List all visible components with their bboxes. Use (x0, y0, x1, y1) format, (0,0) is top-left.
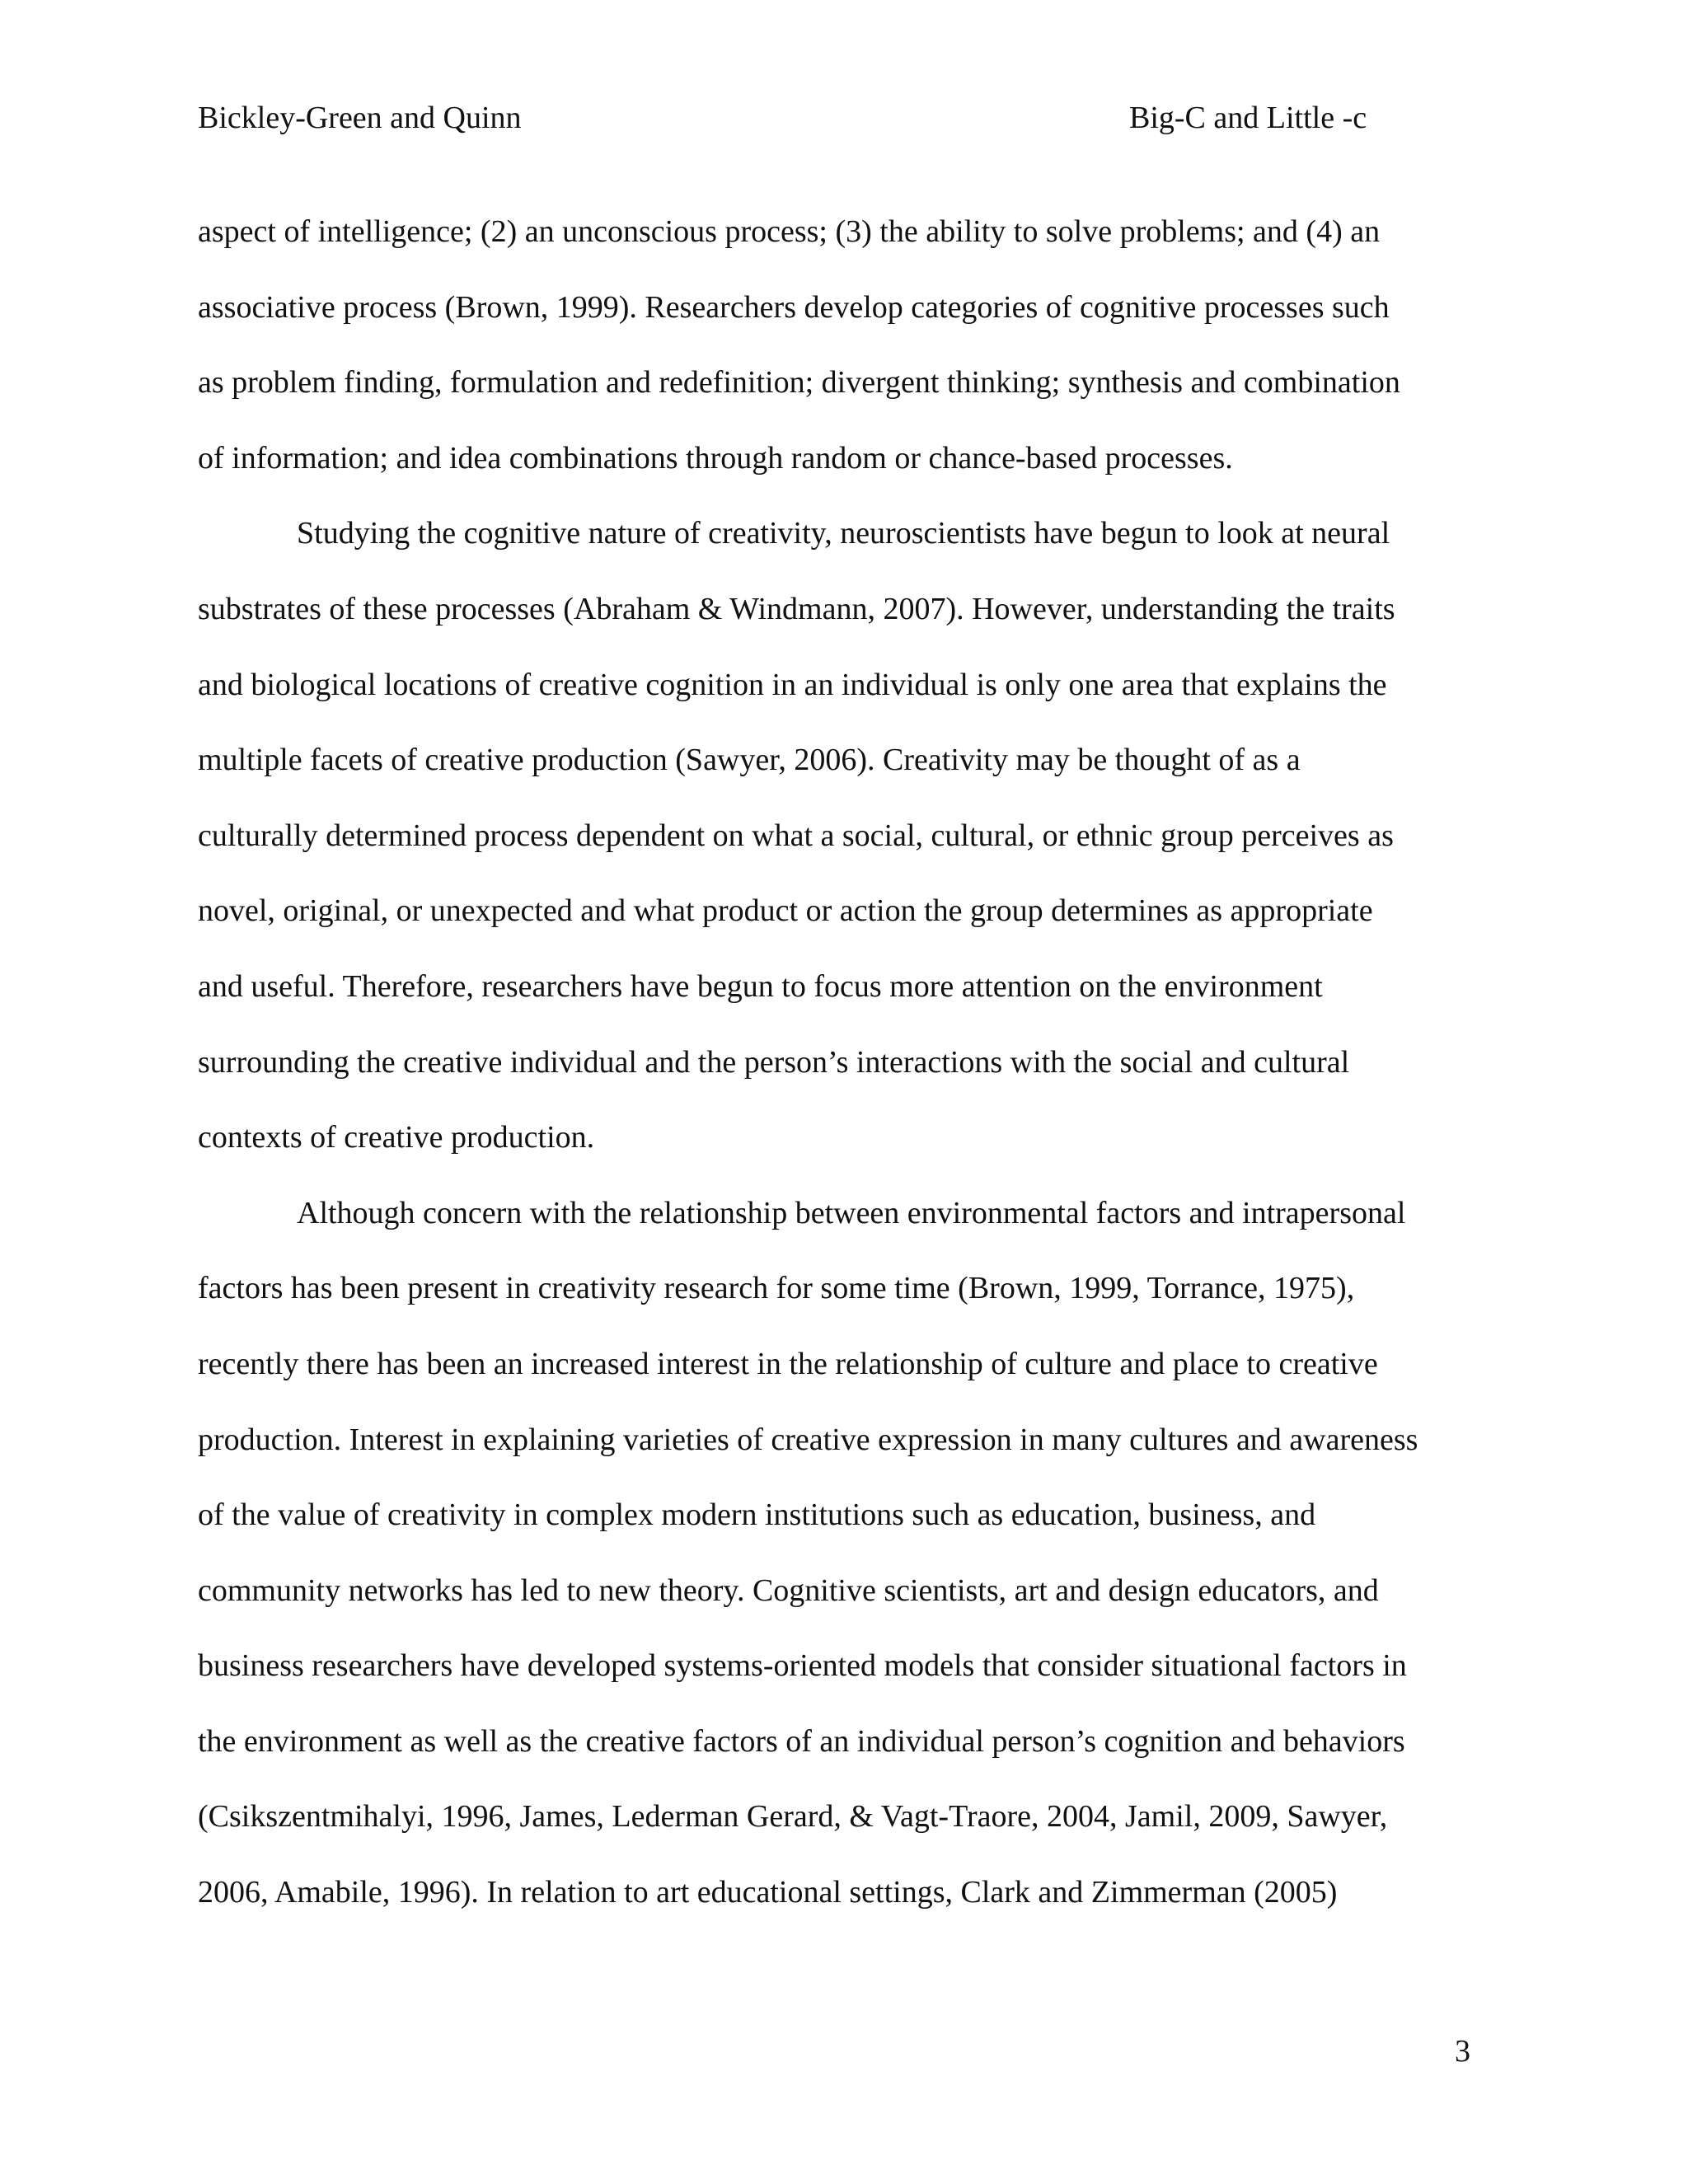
header-authors: Bickley-Green and Quinn (198, 101, 522, 135)
text-line: recently there has been an increased interest in the relationship of culture and place to creative (198, 1346, 1378, 1381)
text-line: as problem finding, formulation and redefinition; divergent thinking; synthesis and combination (198, 365, 1400, 401)
text-line: the environment as well as the creative factors of an individual person’s cognition and behaviors (198, 1723, 1405, 1759)
text-line: (Csikszentmihalyi, 1996, James, Lederman Gerard, & Vagt-Traore, 2004, Jamil, 2009, Sawyer, (198, 1799, 1388, 1835)
paragraph-3 (198, 1176, 1484, 1931)
text-line: of information; and idea combinations through random or chance-based processes. (198, 440, 1233, 476)
text-line: Although concern with the relationship between environmental factors and intrapersonal (297, 1195, 1406, 1230)
text-line: substrates of these processes (Abraham & Windmann, 2007). However, understanding the traits (198, 591, 1395, 626)
body-text (198, 194, 1484, 1931)
text-line: Studying the cognitive nature of creativity, neuroscientists have begun to look at neural (297, 516, 1390, 551)
page-number: 3 (1455, 2034, 1470, 2069)
text-line: production. Interest in explaining varieties of creative expression in many cultures and awareness (198, 1422, 1418, 1457)
text-line: multiple facets of creative production (Sawyer, 2006). Creativity may be thought of as a (198, 743, 1301, 778)
text-line: and useful. Therefore, researchers have begun to focus more attention on the environment (198, 968, 1323, 1004)
text-line: community networks has led to new theory. Cognitive scientists, art and design educators, and (198, 1572, 1379, 1608)
text-line: surrounding the creative individual and the person’s interactions with the social and cultural (198, 1044, 1350, 1080)
text-line: and biological locations of creative cognition in an individual is only one area that explains the (198, 667, 1387, 702)
text-line: business researchers have developed systems-oriented models that consider situational factors in (198, 1648, 1407, 1684)
text-line: 2006, Amabile, 1996). In relation to art educational settings, Clark and Zimmerman (2005) (198, 1875, 1338, 1910)
text-line: culturally determined process dependent on what a social, cultural, or ethnic group perceives as (198, 818, 1394, 853)
text-line: associative process (Brown, 1999). Researchers develop categories of cognitive processes such (198, 289, 1390, 325)
text-line: novel, original, or unexpected and what product or action the group determines as appropriate (198, 893, 1373, 929)
text-line: aspect of intelligence; (2) an unconscious process; (3) the ability to solve problems; and (4) an (198, 214, 1381, 249)
paragraph-2 (198, 496, 1484, 1175)
text-line: factors has been present in creativity research for some time (Brown, 1999, Torrance, 1975), (198, 1271, 1355, 1306)
header-short-title: Big-C and Little -c (1129, 101, 1367, 135)
paragraph-1 (198, 194, 1484, 496)
running-header (198, 97, 1484, 138)
text-line: of the value of creativity in complex modern institutions such as education, business, and (198, 1497, 1316, 1533)
text-line: contexts of creative production. (198, 1120, 595, 1155)
